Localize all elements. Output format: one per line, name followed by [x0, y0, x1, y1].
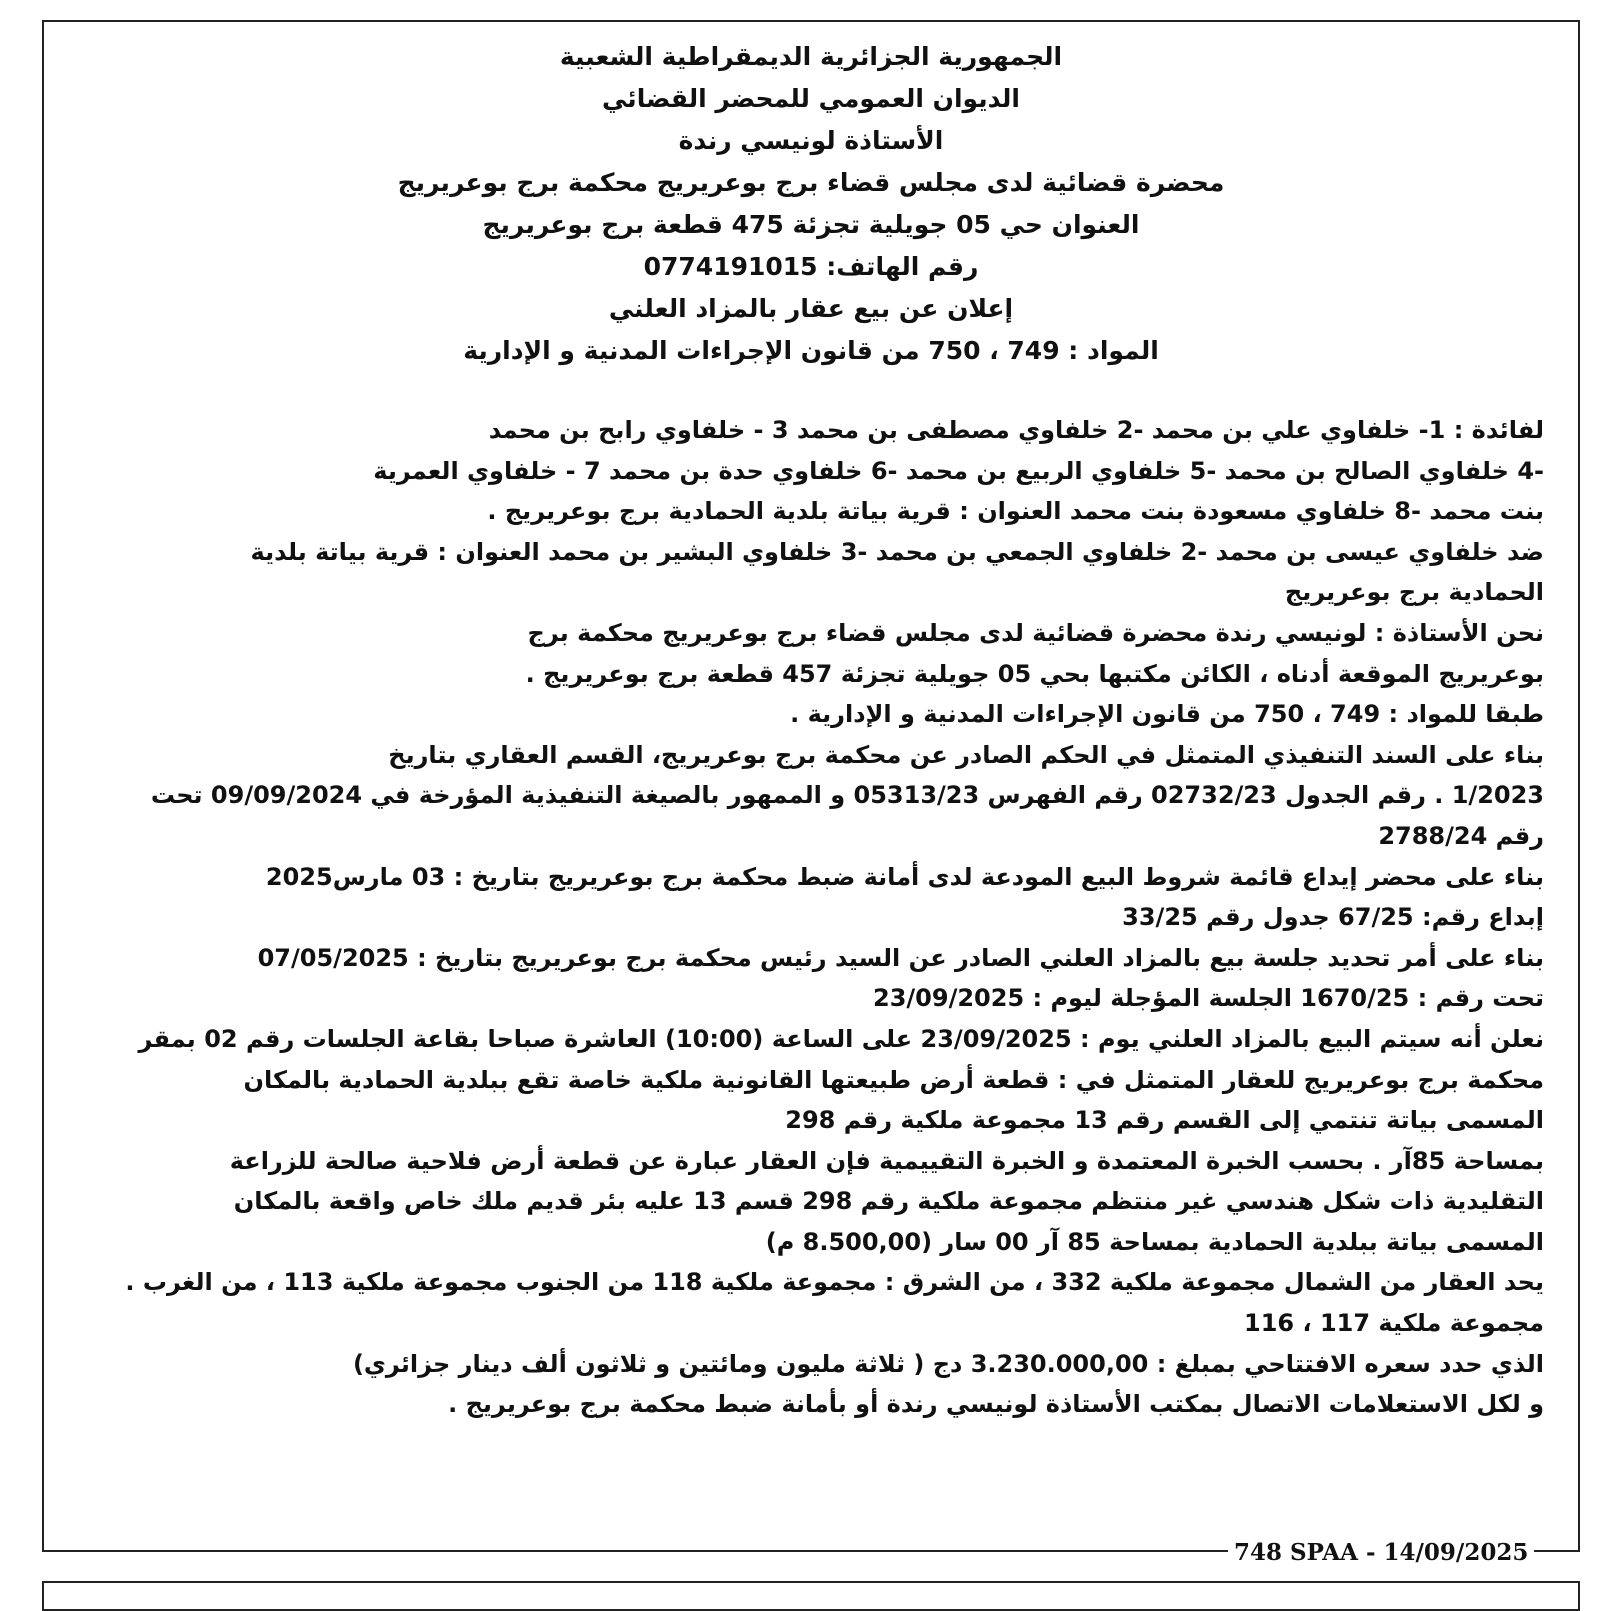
beneficiaries-line: لفائدة : 1- خلفاوي علي بن محمد -2 خلفاوي مصطفى بن محمد 3 - خلفاوي رابح بن محمد: [488, 416, 1544, 444]
enforcement-title-line: رقم 2788/24: [1378, 821, 1544, 850]
property-boundaries-line: يحد العقار من الشمال مجموعة ملكية 332 ، من الشرق : مجموعة ملكية 118 من الجنوب مجموعة ملكية 113 ، من الغرب .: [125, 1268, 1544, 1297]
enforcement-title-line: 1/2023 . رقم الجدول 02732/23 رقم الفهرس 05313/23 و الممهور بالصيغة التنفيذية المؤرخة في 09/09/2024 تحت: [150, 781, 1544, 810]
beneficiaries-line: -4 خلفاوي الصالح بن محمد -5 خلفاوي الربيع بن محمد -6 خلفاوي حدة بن محمد 7 - خلفاوي العمرية: [373, 456, 1544, 485]
enforcement-title-line: بناء على السند التنفيذي المتمثل في الحكم الصادر عن محكمة برج بوعريريج، القسم العقاري بتاريخ: [388, 740, 1544, 769]
defendants-line: الحمادية برج بوعريريج: [1284, 578, 1544, 607]
publication-reference: 748 SPAA - 14/09/2025: [1228, 1538, 1534, 1568]
next-notice-box: [42, 1581, 1580, 1611]
defendants-line: ضد خلفاوي عيسى بن محمد -2 خلفاوي الجمعي بن محمد -3 خلفاوي البشير بن محمد العنوان : قرية بياتة بلدية: [250, 537, 1544, 566]
bailiff-statement-line: بوعريريج الموقعة أدناه ، الكائن مكتبها بحي 05 جويلية تجزئة 457 قطعة برج بوعريريج .: [525, 659, 1544, 688]
hearing-order-line: بناء على أمر تحديد جلسة بيع بالمزاد العلني الصادر عن السيد رئيس محكمة برج بوعريريج بتاريخ : 07/05/2025: [257, 943, 1544, 972]
notice-title: إعلان عن بيع عقار بالمزاد العلني: [608, 294, 1014, 323]
property-description-line: المسمى بياتة ببلدية الحمادية بمساحة 85 آر 00 سار (8.500,00 م): [765, 1227, 1544, 1256]
office-phone: رقم الهاتف: 0774191015: [643, 252, 979, 281]
sale-announcement-line: محكمة برج بوعريريج للعقار المتمثل في : قطعة أرض طبيعتها القانونية ملكية خاصة تقع ببلدية الحمادية بالمكان: [243, 1065, 1544, 1094]
republic-title: الجمهورية الجزائرية الديمقراطية الشعبية: [559, 42, 1063, 71]
bailiff-statement-line: نحن الأستاذة : لونيسي رندة محضرة قضائية لدى مجلس قضاء برج بوعريريج محكمة برج: [527, 618, 1544, 647]
bailiff-name: الأستاذة لونيسي رندة: [678, 126, 944, 155]
contact-line: و لكل الاستعلامات الاتصال بمكتب الأستاذة لونيسي رندة أو بأمانة ضبط محكمة برج بوعريريج .: [448, 1390, 1544, 1419]
office-title: الديوان العمومي للمحضر القضائي: [602, 84, 1020, 113]
legal-articles: المواد : 749 ، 750 من قانون الإجراءات المدنية و الإدارية: [463, 336, 1159, 365]
property-description-line: بمساحة 85آر . بحسب الخبرة المعتمدة و الخبرة التقييمية فإن العقار عبارة عن قطعة أرض فلاحية صالحة للزراعة: [229, 1146, 1544, 1175]
office-address: العنوان حي 05 جويلية تجزئة 475 قطعة برج بوعريريج: [482, 210, 1140, 239]
bailiff-jurisdiction: محضرة قضائية لدى مجلس قضاء برج بوعريريج محكمة برج بوعريريج: [397, 168, 1225, 197]
beneficiaries-line: بنت محمد -8 خلفاوي مسعودة بنت محمد العنوان : قرية بياتة بلدية الحمادية برج بوعريريج .: [487, 497, 1544, 526]
notice-header: [44, 36, 1578, 372]
opening-price-line: الذي حدد سعره الافتتاحي بمبلغ : 3.230.000,00 دج ( ثلاثة مليون ومائتين و ثلاثون ألف دينار جزائري): [352, 1349, 1544, 1378]
notice-body: [96, 410, 1544, 1425]
legal-basis-line: طبقا للمواد : 749 ، 750 من قانون الإجراءات المدنية و الإدارية .: [790, 700, 1544, 729]
hearing-order-line: تحت رقم : 1670/25 الجلسة المؤجلة ليوم : 23/09/2025: [873, 984, 1544, 1013]
sale-announcement-line: نعلن أنه سيتم البيع بالمزاد العلني يوم : 23/09/2025 على الساعة (10:00) العاشرة صباحا بقاعة الجلسات رقم 02 بمقر: [138, 1024, 1544, 1053]
property-description-line: التقليدية ذات شكل هندسي غير منتظم مجموعة ملكية رقم 298 قسم 13 عليه بئر قديم ملك خاص واقعة بالمكان: [233, 1187, 1544, 1216]
deposit-record-line: بناء على محضر إيداع قائمة شروط البيع المودعة لدى أمانة ضبط محكمة برج بوعريريج بتاريخ : 03 مارس2025: [265, 862, 1544, 891]
deposit-record-line: إبداع رقم: 67/25 جدول رقم 33/25: [1122, 903, 1544, 932]
sale-announcement-line: المسمى بياتة تنتمي إلى القسم رقم 13 مجموعة ملكية رقم 298: [785, 1106, 1544, 1135]
property-boundaries-line: مجموعة ملكية 117 ، 116: [1244, 1309, 1544, 1338]
legal-notice-box: [42, 20, 1580, 1552]
